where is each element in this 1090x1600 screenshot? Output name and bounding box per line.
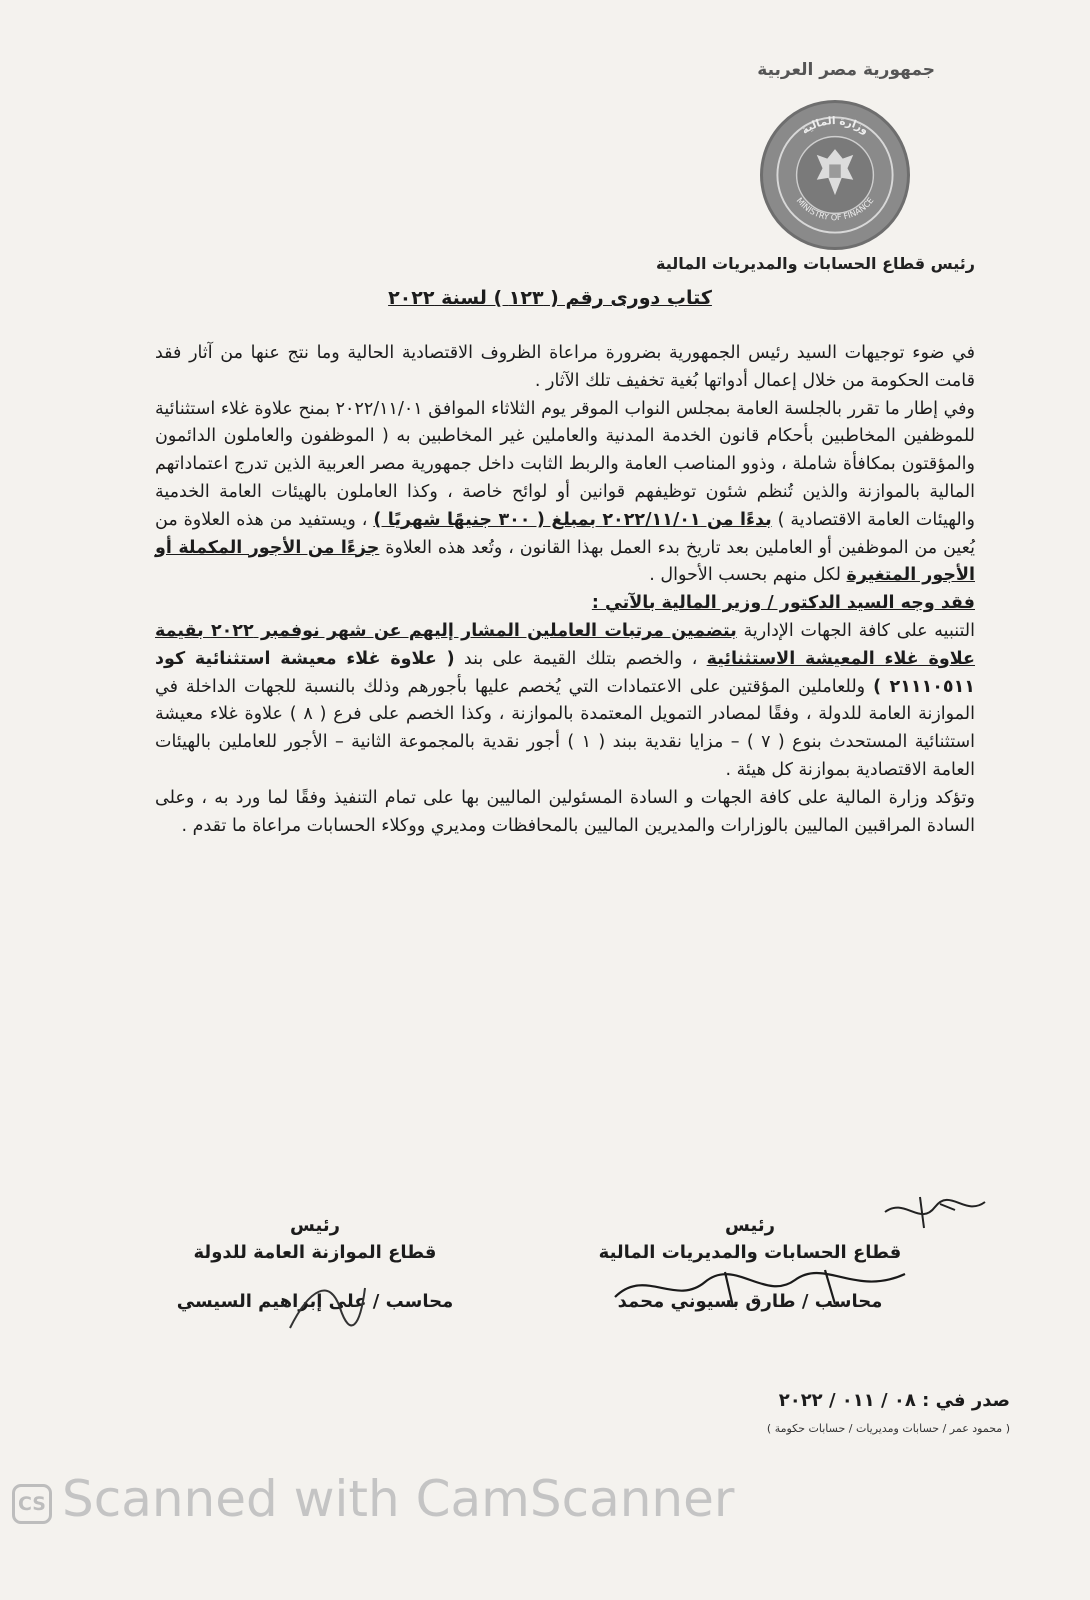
signature-left-name: محاسب / على إبراهيم السيسي bbox=[176, 1291, 454, 1312]
header-country: جمهورية مصر العربية bbox=[757, 60, 935, 80]
header-office: رئيس قطاع الحسابات والمديريات المالية bbox=[656, 254, 975, 273]
circular-title: كتاب دورى رقم ( ١٢٣ ) لسنة ٢٠٢٢ bbox=[388, 287, 712, 309]
camscanner-text: Scanned with CamScanner bbox=[62, 1470, 735, 1528]
issue-date: صدر في : ٠٨ / ٠١١ / ٢٠٢٢ bbox=[778, 1390, 1010, 1411]
seal-bottom-text: MINISTRY OF FINANCE bbox=[794, 195, 876, 223]
signature-left-role: رئيس bbox=[290, 1215, 340, 1236]
signature-right-office: قطاع الحسابات والمديريات المالية bbox=[598, 1242, 902, 1263]
paragraph-closing: وتؤكد وزارة المالية على كافة الجهات و السادة المسئولين الماليين بها على تمام التنفيذ وفقًا لما ورد به ، وعلى السادة المراقبين الماليين بالوزارات والمديرين الماليين بالمحافظات ومديري ووكلاء الحسابات مراعاة ما تقدم . bbox=[155, 787, 975, 836]
seal-top-text: وزارة المالية bbox=[799, 115, 871, 137]
paragraph-intro: في ضوء توجيهات السيد رئيس الجمهورية بضرورة مراعاة الظروف الاقتصادية الحالية وما نتج عنها من آثار فقد قامت الحكومة من خلال إعمال أدواتها بُغية تخفيف تلك الآثار . bbox=[155, 343, 975, 391]
signature-right-name: محاسب / طارق بسيوني محمد bbox=[617, 1291, 883, 1312]
allowance-amount: بدءًا من ٢٠٢٢/١١/٠١ بمبلغ ( ٣٠٠ جنيهًا شهريًا ) bbox=[373, 509, 772, 530]
decision-text-c: ، ويستفيد من هذه العلاوة من يُعين من الموظفين أو العاملين بعد تاريخ بدء العمل بهذا القانون ، وتُعد هذه العلاوة bbox=[155, 509, 975, 558]
allowance-classification: جزءًا من الأجور المكملة أو الأجور المتغيرة bbox=[155, 537, 975, 586]
minister-directive-heading: فقد وجه السيد الدكتور / وزير المالية بالآتي : bbox=[591, 593, 975, 614]
signature-right-role: رئيس bbox=[725, 1215, 775, 1236]
paragraph-instructions bbox=[155, 618, 975, 785]
camscanner-logo-icon: CS bbox=[12, 1484, 52, 1524]
paragraph-decision bbox=[155, 396, 975, 591]
ministry-seal bbox=[760, 100, 910, 250]
instructions-text-a: التنبيه على كافة الجهات الإدارية bbox=[743, 620, 975, 641]
instructions-text-e: وللعاملين المؤقتين على الاعتمادات التي يُخصم عليها بأجورهم وذلك بالنسبة للجهات الداخلة في الموازنة العامة للدولة ، وفقًا لمصادر التمويل المعتمدة بالموازنة ، وكذا الخصم على فرع ( ٨ ) علاوة غلاء معيشة استثنائية المستحدث بنوع ( ٧ ) – مزايا نقدية ببند ( ١ ) أجور نقدية بالمجموعة الثانية – الأجور للعاملين بالهيئات العامة الاقتصادية بموازنة كل هيئة . bbox=[155, 676, 975, 780]
camscanner-watermark bbox=[10, 1470, 735, 1530]
handwritten-signature-icon bbox=[605, 1262, 925, 1312]
budget-item-code: ( علاوة غلاء معيشة استثنائية كود ٢١١١٠٥١١ ) bbox=[155, 648, 975, 697]
handwritten-initials-icon bbox=[280, 1268, 370, 1338]
prepared-by-note: ( محمود عمر / حسابات ومديريات / حسابات حكومة ) bbox=[766, 1422, 1010, 1435]
salary-inclusion: بتضمين مرتبات العاملين المشار إليهم عن شهر نوفمبر ٢٠٢٢ بقيمة علاوة غلاء المعيشة الاستثنائية bbox=[155, 620, 975, 669]
instructions-text-c: ، والخصم بتلك القيمة على بند bbox=[463, 648, 698, 669]
svg-text:وزارة المالية bbox=[799, 115, 870, 137]
signature-left-office: قطاع الموازنة العامة للدولة bbox=[193, 1242, 437, 1263]
document-body bbox=[155, 340, 975, 840]
decision-text-e: لكل منهم بحسب الأحوال . bbox=[649, 565, 841, 586]
seal-emblem-icon bbox=[763, 103, 907, 247]
decision-text-a: وفي إطار ما تقرر بالجلسة العامة بمجلس النواب الموقر يوم الثلاثاء الموافق ٢٠٢٢/١١/٠١ بمنح علاوة غلاء استثنائية للموظفين المخاطبين بأحكام قانون الخدمة المدنية والعاملين غير المخاطبين به ( الموظفون والعاملون الدائمون والمؤقتون بمكافأة شاملة ، وذوو المناصب العامة والربط الثابت داخل جمهورية مصر العربية الذين تدرج اعتماداتهم المالية بالموازنة والذين تُنظم شئون توظيفهم قوانين أو لوائح خاصة ، وكذا العاملون بالهيئات العامة الخدمية والهيئات العامة الاقتصادية ) bbox=[155, 398, 975, 530]
